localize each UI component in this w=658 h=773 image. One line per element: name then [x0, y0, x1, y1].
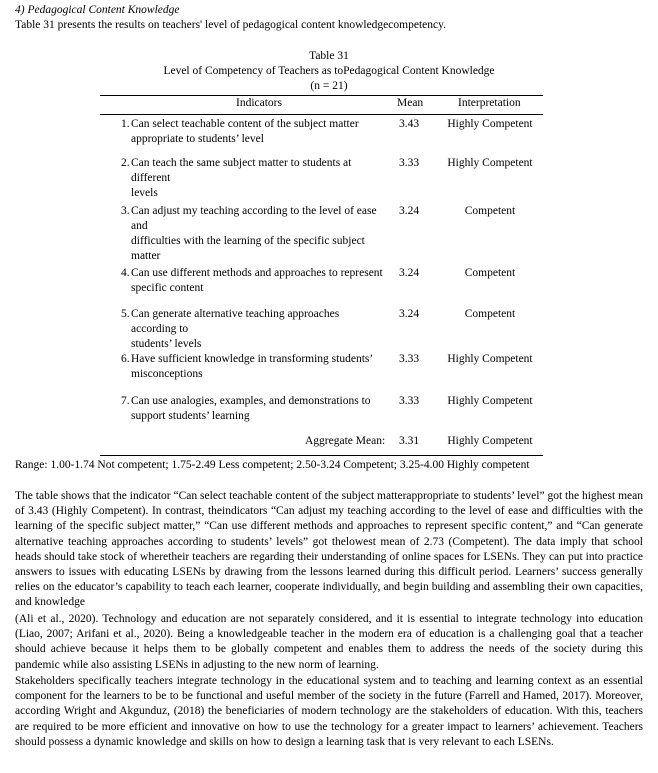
- mean-value: 3.24: [399, 308, 420, 320]
- indicator-line: [121, 337, 393, 352]
- indicator-text: Have sufficient knowledge in transforming students’: [131, 353, 374, 365]
- paragraph-3: Stakeholders specifically teachers integrate technology in the educational system and to teaching and learning context as an essential component for the learners to be to be functional and useful member of the society in the future (Farrell and Hamed, 2017). Moreover, according Wright and Akgunduz, (2018) the beneficiaries of modern technology are the stakeholders of education. With this, teachers are required to be more efficient and innovative on how to use the technology for a greater impact to learners’ achievement. Teachers should possess a dynamic knowledge and skills on how to design a learning task that is very relevant to each LSENs.: [15, 675, 643, 748]
- indicator-text: Can use different methods and approaches to represent: [131, 267, 383, 279]
- indicator-line: [121, 409, 393, 424]
- indicator-cell: [121, 394, 393, 424]
- aggregate-mean: 3.31: [399, 435, 420, 447]
- indicator-text: specific content: [131, 282, 204, 294]
- indicator-text: Can teach the same subject matter to students at: [131, 157, 352, 169]
- indicator-text: Can adjust my teaching according to the level of ease: [131, 205, 377, 217]
- aggregate-label: Aggregate Mean:: [305, 435, 386, 447]
- indicator-text: Can use analogies, examples, and demonstrations to: [131, 395, 371, 407]
- section-heading: 4) Pedagogical Content Knowledge: [15, 4, 180, 16]
- table-bottom-rule: [100, 455, 543, 456]
- mean-value: 3.33: [399, 395, 420, 407]
- indicator-cell: [121, 266, 393, 296]
- indicator-text: matter: [131, 250, 161, 262]
- interpretation-value: Highly Competent: [447, 395, 533, 407]
- range-legend: Range: 1.00-1.74 Not competent; 1.75-2.49 Less competent; 2.50-3.24 Competent; 3.25-4.00 Highly competent: [15, 459, 530, 471]
- table-number: Table 31: [309, 50, 349, 62]
- indicator-number: 3.: [121, 205, 130, 217]
- mean-value: 3.33: [399, 353, 420, 365]
- indicator-line: [121, 249, 393, 264]
- header-indicators: Indicators: [236, 97, 282, 109]
- indicator-line: [121, 394, 393, 409]
- table-header-rule: [100, 114, 543, 115]
- mean-value: 3.33: [399, 157, 420, 169]
- indicator-line: [121, 117, 393, 132]
- indicator-number: 4.: [121, 267, 130, 279]
- indicator-text: Can generate alternative teaching approaches: [131, 308, 340, 320]
- interpretation-value: Competent: [464, 205, 516, 217]
- indicator-text: and: [131, 220, 148, 232]
- indicator-text: difficulties with the learning of the specific subject: [131, 235, 365, 247]
- interpretation-value: Highly Competent: [447, 157, 533, 169]
- indicator-cell: [121, 156, 393, 201]
- aggregate-interpretation: Highly Competent: [447, 435, 533, 447]
- indicator-cell: [121, 352, 393, 382]
- indicator-text: different: [131, 172, 171, 184]
- indicator-line: [121, 156, 393, 171]
- indicator-cell: [121, 307, 393, 352]
- header-mean: Mean: [397, 97, 424, 109]
- interpretation-value: Competent: [464, 308, 516, 320]
- indicator-line: [121, 352, 393, 367]
- indicator-number: 7.: [121, 395, 130, 407]
- indicator-cell: [121, 204, 393, 264]
- indicator-line: [121, 204, 393, 219]
- indicator-number: 1.: [121, 118, 130, 130]
- indicator-line: [121, 234, 393, 249]
- indicator-number: 5.: [121, 308, 130, 320]
- mean-value: 3.43: [399, 118, 420, 130]
- indicator-number: 2.: [121, 157, 130, 169]
- indicator-line: [121, 322, 393, 337]
- indicator-line: [121, 171, 393, 186]
- indicator-number: 6.: [121, 353, 130, 365]
- paragraph-1: The table shows that the indicator “Can select teachable content of the subject matterappropriate to students’ level” got the highest mean of 3.43 (Highly Competent). In contrast, theindicators “Can adjust my teaching according to the level of ease and difficulties with the learning of the specific subject matter,” “Can use different methods and approaches to represent specific content,” and “Can generate alternative teaching approaches according to students’ levels” got thelowest mean of 2.73 (Competent). The data imply that school heads should take stock of wheretheir teachers are regarding their understanding of online spaces for LSENs. They can put into practice answers to issues with educating LSENs by drawing from the lessons learned during this difficult period. Learners’ success generally relies on the educator’s capability to teach each learner, cooperate individually, and begin building and assembling their own capacities, and knowledge: [15, 490, 643, 609]
- indicator-text: Can select teachable content of the subject matter: [131, 118, 359, 130]
- indicator-text: students’ levels: [131, 338, 202, 350]
- table-title: Level of Competency of Teachers as toPedagogical Content Knowledge: [163, 65, 495, 77]
- indicator-cell: [121, 117, 393, 147]
- mean-value: 3.24: [399, 205, 420, 217]
- indicator-line: [121, 281, 393, 296]
- interpretation-value: Highly Competent: [447, 353, 533, 365]
- indicator-line: [121, 132, 393, 147]
- interpretation-value: Highly Competent: [447, 118, 533, 130]
- intro-text: Table 31 presents the results on teachers' level of pedagogical content knowledgecompetency.: [15, 19, 446, 31]
- indicator-line: [121, 367, 393, 382]
- indicator-text: support students’ learning: [131, 410, 250, 422]
- paragraph-2: (Ali et al., 2020). Technology and education are not separately considered, and it is essential to integrate technology into education (Liao, 2007; Arifani et al., 2020). Being a knowledgeable teacher in the modern era of education is a challenging goal that a teacher should achieve because it helps them to be globally competent and enables them to address the needs of the society during this pandemic while also assisting LSENs in adjusting to the new norm of learning.: [15, 613, 643, 671]
- indicator-text: according to: [131, 323, 189, 335]
- indicator-line: [121, 266, 393, 281]
- indicator-line: [121, 307, 393, 322]
- indicator-line: [121, 186, 393, 201]
- indicator-line: [121, 219, 393, 234]
- indicator-text: misconceptions: [131, 368, 203, 380]
- header-interpretation: Interpretation: [458, 97, 521, 109]
- indicator-text: appropriate to students’ level: [131, 133, 264, 145]
- interpretation-value: Competent: [464, 267, 516, 279]
- table-sample-size: (n = 21): [310, 80, 348, 92]
- indicator-text: levels: [131, 187, 158, 199]
- mean-value: 3.24: [399, 267, 420, 279]
